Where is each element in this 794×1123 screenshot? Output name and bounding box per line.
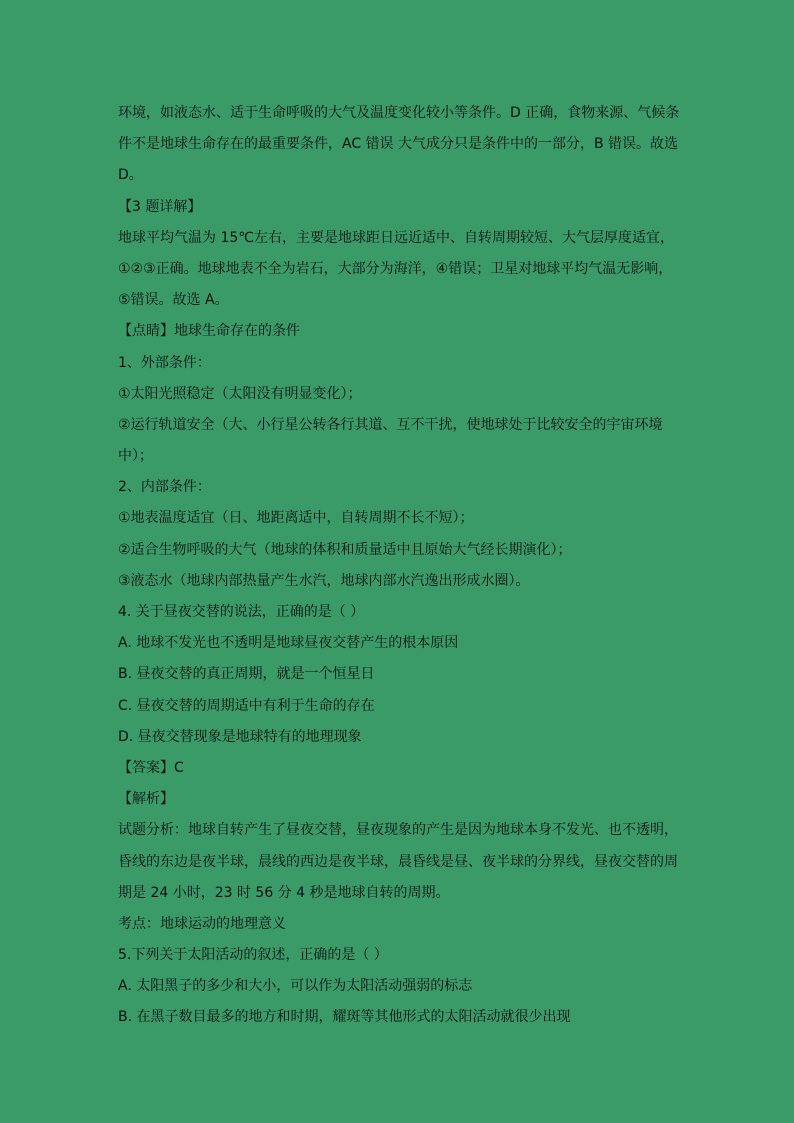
text-line: 件不是地球生命存在的最重要条件，AC 错误 大气成分只是条件中的一部分，B 错误。故选 bbox=[118, 136, 679, 153]
question-stem: 4. 关于昼夜交替的说法，正确的是（ ） bbox=[118, 604, 365, 620]
section-heading: 【解析】 bbox=[118, 791, 174, 808]
text-line: 期是 24 小时，23 时 56 分 4 秒是地球自转的周期。 bbox=[118, 884, 450, 901]
text-line: ①太阳光照稳定（太阳没有明显变化）； bbox=[118, 385, 362, 402]
section-heading: 【点睛】地球生命存在的条件 bbox=[118, 323, 300, 340]
answer-option: C. 昼夜交替的周期适中有利于生命的存在 bbox=[118, 697, 375, 714]
text-line: 试题分析：地球自转产生了昼夜交替，昼夜现象的产生是因为地球本身不发光、也不透明， bbox=[118, 822, 678, 839]
text-line: 地球平均气温为 15℃左右，主要是地球距日远近适中、自转周期较短、大气层厚度适宜， bbox=[118, 229, 674, 246]
text-line: 昏线的东边是夜半球，晨线的西边是夜半球，晨昏线是昼、夜半球的分界线，昼夜交替的周 bbox=[118, 853, 678, 870]
answer-option: A. 地球不发光也不透明是地球昼夜交替产生的根本原因 bbox=[118, 635, 459, 652]
text-line: ⑤错误。故选 A。 bbox=[118, 292, 229, 309]
answer-option: B. 昼夜交替的真正周期，就是一个恒星日 bbox=[118, 666, 375, 683]
text-line: 环境，如液态水、适于生命呼吸的大气及温度变化较小等条件。D 正确，食物来源、气候条 bbox=[118, 105, 680, 121]
answer-option: A. 太阳黑子的多少和大小，可以作为太阳活动强弱的标志 bbox=[118, 978, 473, 995]
text-line: 考点：地球运动的地理意义 bbox=[118, 915, 286, 932]
text-line: ①地表温度适宜（日、地距离适中，自转周期不长不短）； bbox=[118, 510, 474, 527]
answer-label: 【答案】C bbox=[118, 759, 184, 776]
text-line: 1、外部条件： bbox=[118, 354, 211, 371]
question-stem: 5.下列关于太阳活动的叙述，正确的是（ ） bbox=[118, 947, 388, 964]
text-line: ①②③正确。地球地表不全为岩石，大部分为海洋，④错误；卫星对地球平均气温无影响， bbox=[118, 260, 673, 277]
text-line: D。 bbox=[118, 167, 143, 184]
text-line: 2、内部条件： bbox=[118, 479, 211, 496]
text-line: ③液态水（地球内部热量产生水汽，地球内部水汽逸出形成水圈）。 bbox=[118, 572, 530, 589]
text-line: 中）； bbox=[118, 448, 153, 465]
document-body bbox=[118, 98, 678, 1034]
section-heading: 【3 题详解】 bbox=[118, 198, 202, 215]
answer-option: B. 在黑子数目最多的地方和时期，耀斑等其他形式的太阳活动就很少出现 bbox=[118, 1009, 571, 1026]
text-line: ②运行轨道安全（大、小行星公转各行其道、互不干扰，使地球处于比较安全的宇宙环境 bbox=[118, 416, 663, 433]
answer-option: D. 昼夜交替现象是地球特有的地理现象 bbox=[118, 728, 362, 745]
text-line: ②适合生物呼吸的大气（地球的体积和质量适中且原始大气经长期演化）； bbox=[118, 541, 572, 558]
